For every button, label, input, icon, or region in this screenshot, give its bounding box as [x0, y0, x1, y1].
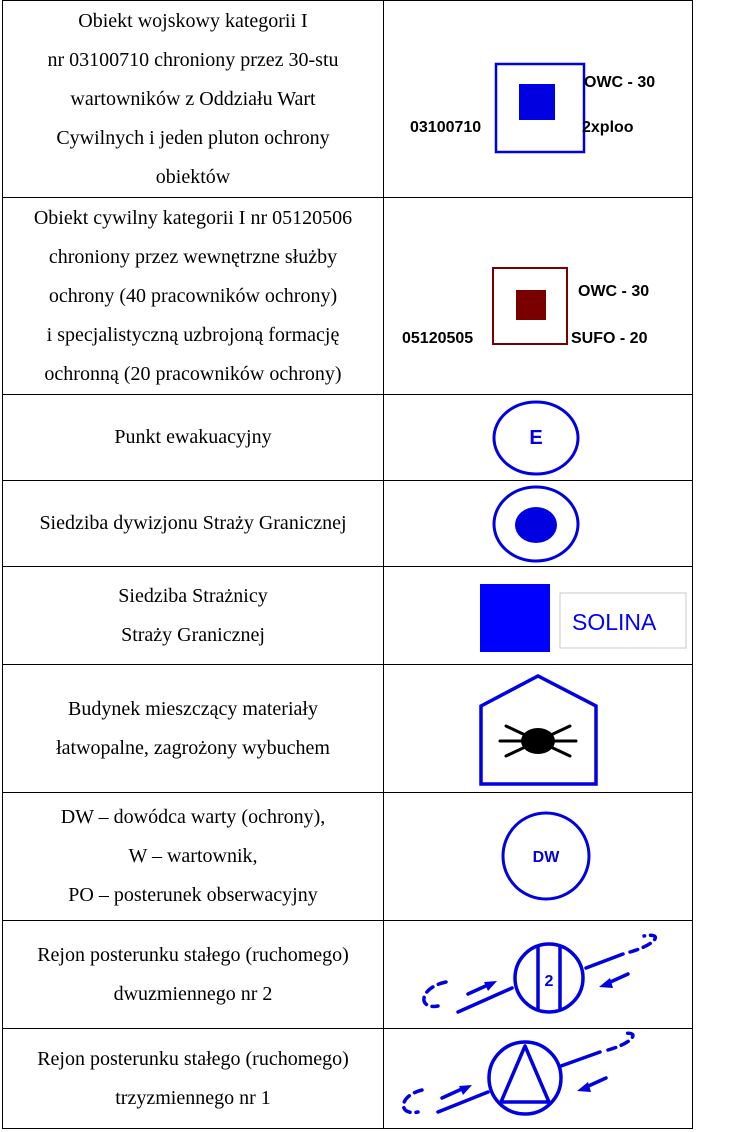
legend-description — [3, 481, 384, 567]
evacuation-point-symbol — [388, 396, 688, 480]
description-line: DW – dowódca warty (ochrony), — [60, 806, 326, 828]
object-code: 03100710 — [410, 119, 482, 136]
object-code: 05120505 — [402, 330, 474, 347]
description-line: Cywilnych i jeden pluton ochrony — [56, 126, 330, 149]
description-line: i specjalistyczną uzbrojoną formację — [46, 323, 340, 346]
description-line: nr 03100710 chroniony przez 30-stu — [47, 48, 339, 71]
description-line: Punkt ewakuacyjny — [114, 426, 272, 448]
legend-row — [3, 481, 693, 567]
legend-row — [3, 665, 693, 793]
description-line: Budynek mieszczący materiały — [68, 697, 318, 720]
military-object-symbol — [388, 39, 688, 159]
description-line: łatwopalne, zagrożony wybuchem — [56, 736, 330, 759]
post-number-label: 2 — [544, 972, 554, 990]
description-line: Rejon posterunku stałego (ruchomego) — [37, 1047, 349, 1070]
legend-symbol-cell — [384, 665, 693, 793]
guard-commander-symbol — [388, 794, 688, 920]
description-line: chroniony przez wewnętrzne służby — [48, 245, 338, 268]
guard-unit-label: OWC - 30 — [584, 74, 656, 91]
legend-description — [3, 793, 384, 921]
legend-symbol-cell — [384, 921, 693, 1029]
legend-symbol-cell — [384, 793, 693, 921]
legend-description — [3, 665, 384, 793]
two-shift-post-symbol — [388, 922, 688, 1028]
legend-row — [3, 198, 693, 395]
legend-description — [3, 1, 384, 198]
description-line: Siedziba Strażnicy — [118, 584, 268, 607]
legend-symbol-cell — [384, 481, 693, 567]
guard-unit-label: OWC - 30 — [578, 283, 650, 300]
legend-row — [3, 921, 693, 1029]
guard-commander-label: DW — [532, 848, 560, 866]
description-line: Obiekt cywilny kategorii I nr 05120506 — [33, 206, 353, 229]
legend-table — [2, 0, 693, 1129]
platoon-label: 2xploo — [582, 119, 634, 136]
legend-description — [3, 198, 384, 395]
three-shift-post-symbol — [388, 1030, 688, 1128]
legend-symbol-cell — [384, 198, 693, 395]
legend-row — [3, 567, 693, 665]
description-line: dwuzmiennego nr 2 — [113, 982, 273, 1005]
border-guard-squadron-symbol — [388, 482, 688, 566]
border-guard-station-symbol — [388, 568, 688, 664]
description-line: Straży Granicznej — [121, 623, 265, 646]
legend-description — [3, 567, 384, 665]
legend-row — [3, 395, 693, 481]
description-line: obiektów — [155, 165, 231, 188]
description-line: Rejon posterunku stałego (ruchomego) — [37, 943, 349, 966]
legend-symbol-cell — [384, 567, 693, 665]
description-line: PO – posterunek obserwacyjny — [68, 884, 318, 906]
legend-row — [3, 1, 693, 198]
description-line: Siedziba dywizjonu Straży Granicznej — [39, 512, 347, 534]
civil-object-symbol — [388, 236, 688, 356]
evacuation-letter: E — [529, 426, 543, 449]
legend-symbol-cell — [384, 1, 693, 198]
armed-formation-label: SUFO - 20 — [571, 330, 648, 347]
description-line: ochrony (40 pracowników ochrony) — [48, 284, 338, 307]
legend-description — [3, 1029, 384, 1129]
description-line: wartowników z Oddziału Wart — [70, 87, 316, 110]
description-line: Obiekt wojskowy kategorii I — [78, 9, 308, 32]
legend-description — [3, 395, 384, 481]
station-name-label: SOLINA — [572, 608, 657, 635]
legend-description — [3, 921, 384, 1029]
legend-row — [3, 793, 693, 921]
description-line: trzyzmiennego nr 1 — [115, 1086, 271, 1109]
legend-symbol-cell — [384, 395, 693, 481]
legend-row — [3, 1029, 693, 1129]
description-line: W – wartownik, — [128, 845, 258, 867]
description-line: ochronną (20 pracowników ochrony) — [44, 362, 342, 385]
flammable-building-symbol — [388, 666, 688, 792]
legend-symbol-cell — [384, 1029, 693, 1129]
